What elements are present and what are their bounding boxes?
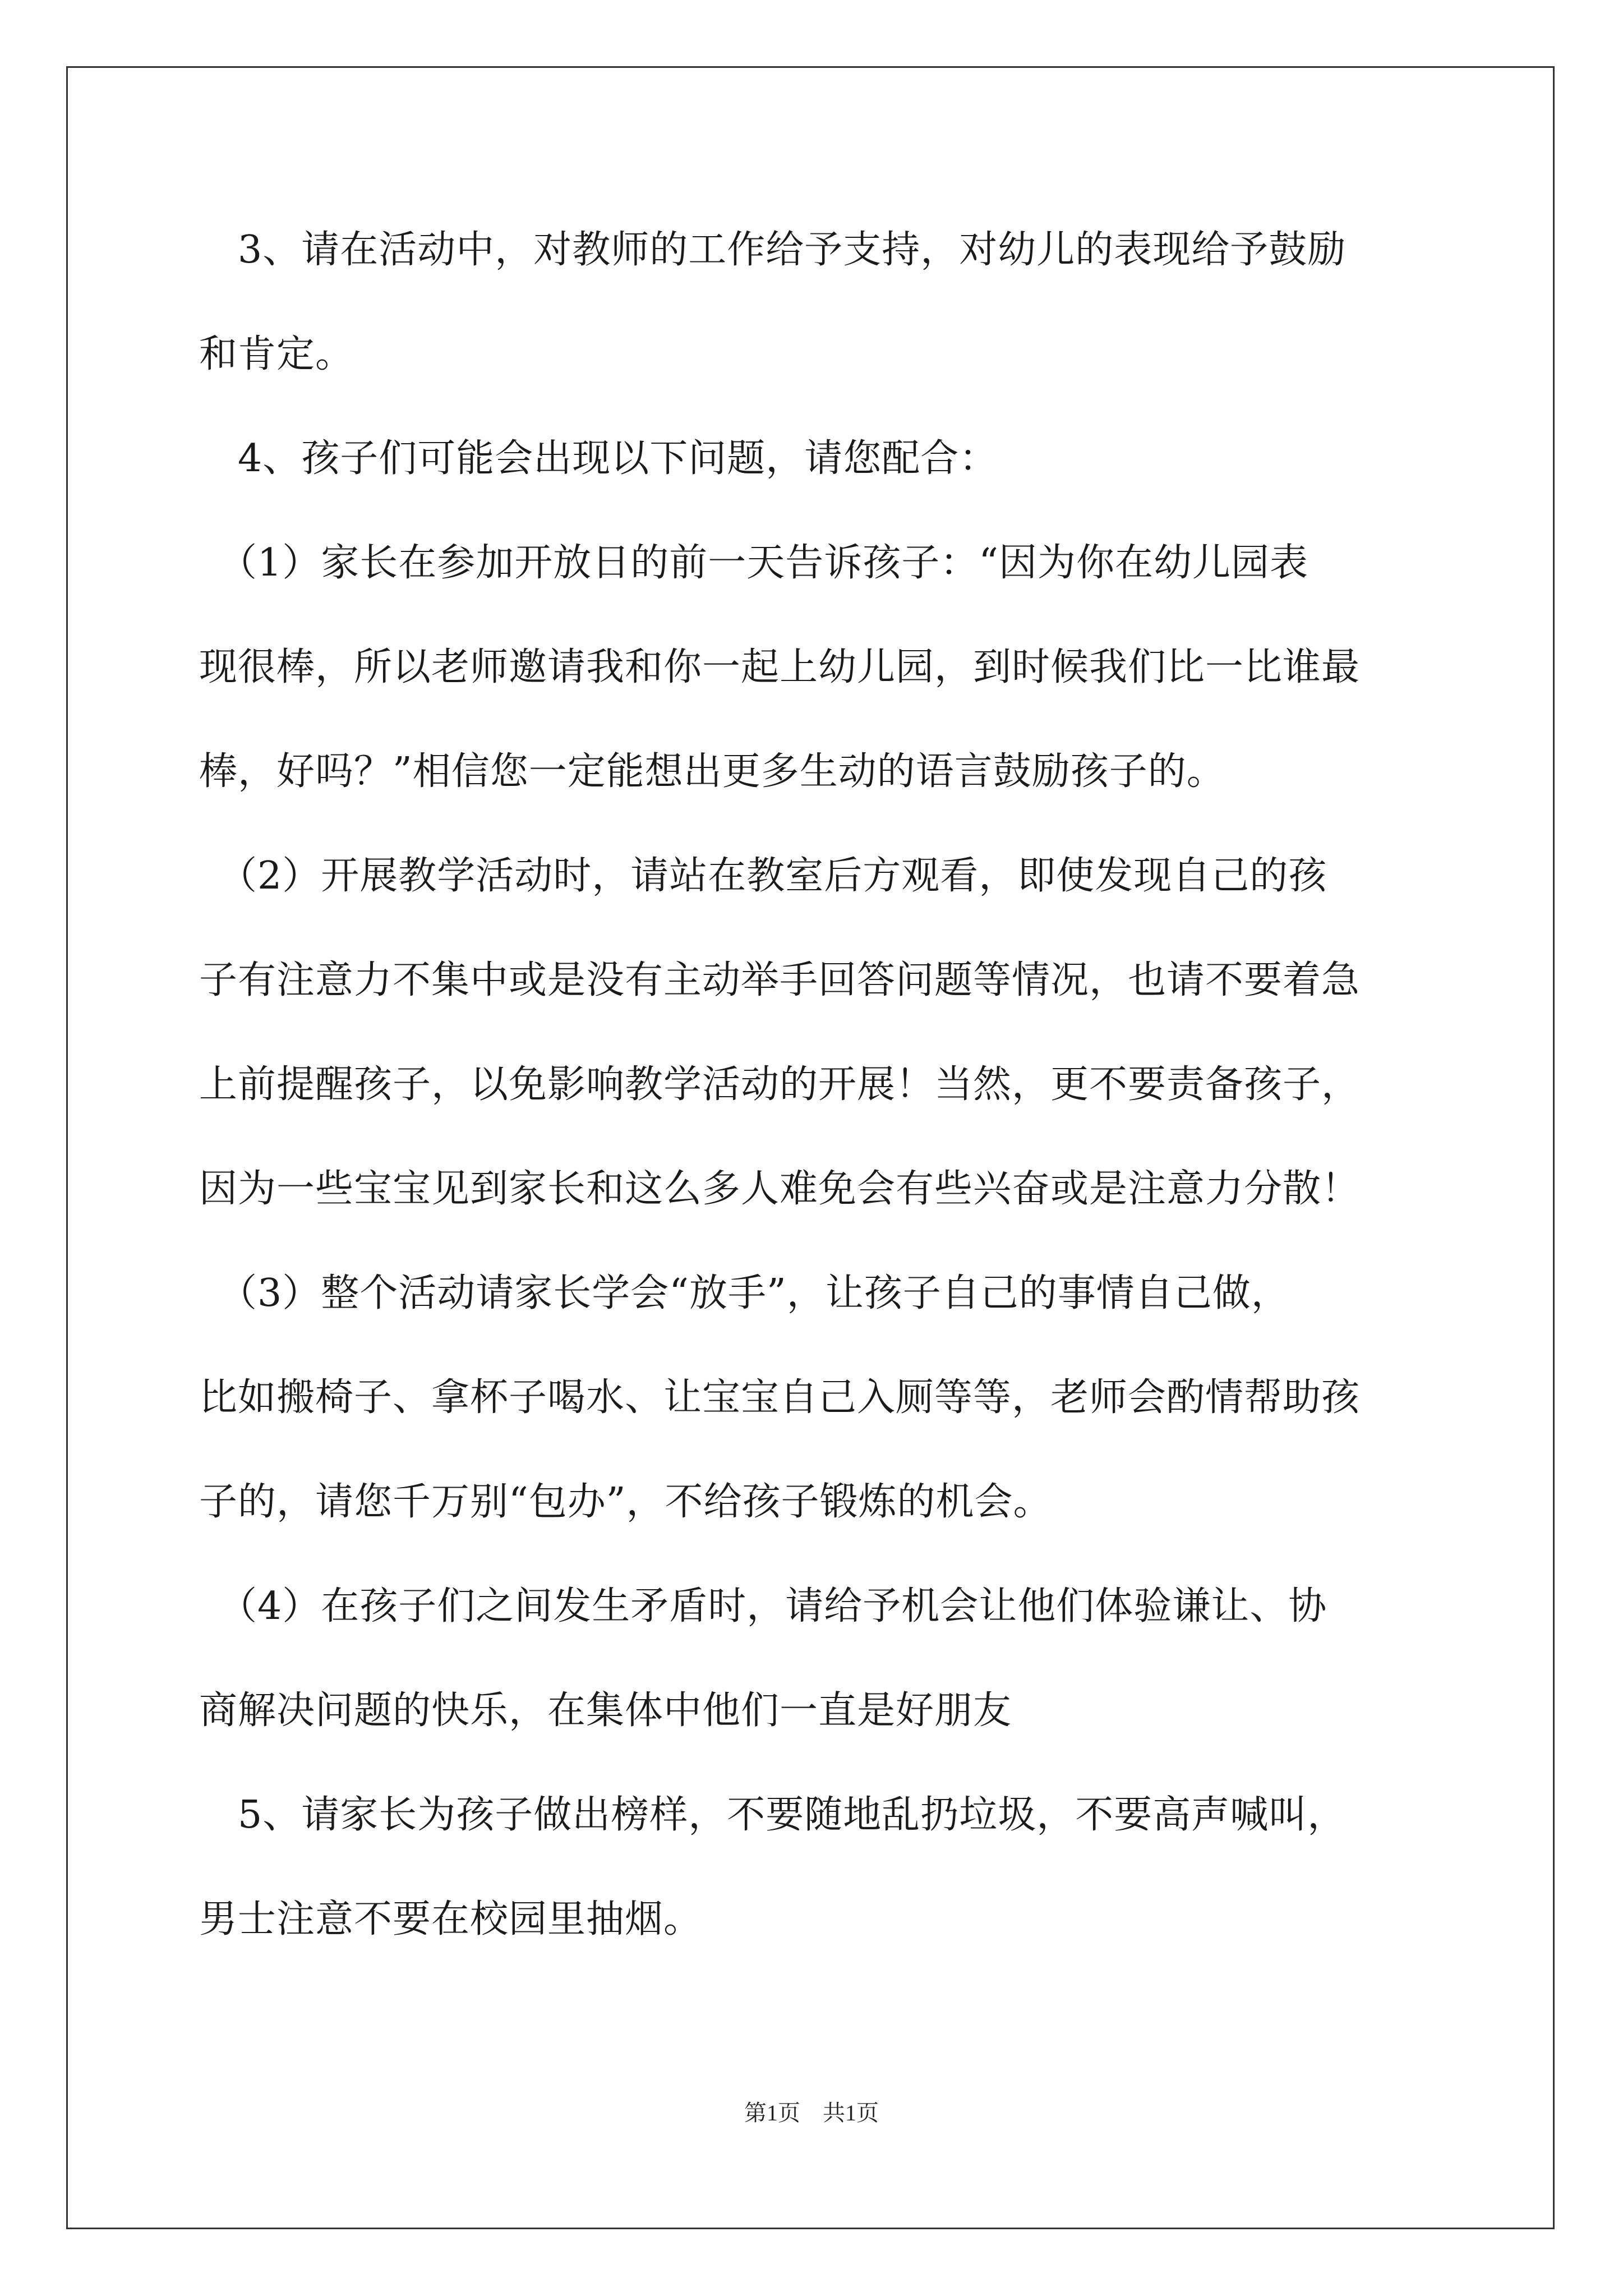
text-line: 上前提醒孩子，以免影响教学活动的开展！当然，更不要责备孩子， [199, 1062, 1361, 1107]
text-line: 棒，好吗？”相信您一定能想出更多生动的语言鼓励孩子的。 [199, 749, 1225, 794]
page-footer: 第1页 共1页 [744, 2100, 879, 2125]
text-line: （3）整个活动请家长学会“放手”，让孩子自己的事情自己做， [199, 1271, 1290, 1315]
text-line: 4、孩子们可能会出现以下问题，请您配合： [199, 436, 998, 481]
text-line: 3、请在活动中，对教师的工作给予支持，对幼儿的表现给予鼓励 [199, 228, 1347, 272]
text-line: 比如搬椅子、拿杯子喝水、让宝宝自己入厕等等，老师会酌情帮助孩 [199, 1375, 1361, 1420]
text-line: 现很棒，所以老师邀请我和你一起上幼儿园，到时候我们比一比谁最 [199, 645, 1361, 689]
text-line: 子有注意力不集中或是没有主动举手回答问题等情况，也请不要着急 [199, 958, 1361, 1002]
text-line: 和肯定。 [199, 332, 354, 376]
text-line: 因为一些宝宝见到家长和这么多人难免会有些兴奋或是注意力分散！ [199, 1167, 1361, 1211]
text-line: （2）开展教学活动时，请站在教室后方观看，即使发现自己的孩 [199, 854, 1327, 898]
text-line: 5、请家长为孩子做出榜样，不要随地乱扔垃圾，不要高声喊叫， [199, 1793, 1347, 1837]
text-line: 子的，请您千万别“包办”，不给孩子锻炼的机会。 [199, 1480, 1052, 1524]
text-line: 男士注意不要在校园里抽烟。 [199, 1897, 703, 1941]
text-line: 商解决问题的快乐，在集体中他们一直是好朋友 [199, 1688, 1012, 1733]
text-line: （4）在孩子们之间发生矛盾时，请给予机会让他们体验谦让、协 [199, 1584, 1327, 1628]
text-line: （1）家长在参加开放日的前一天告诉孩子：“因为你在幼儿园表 [199, 541, 1309, 585]
